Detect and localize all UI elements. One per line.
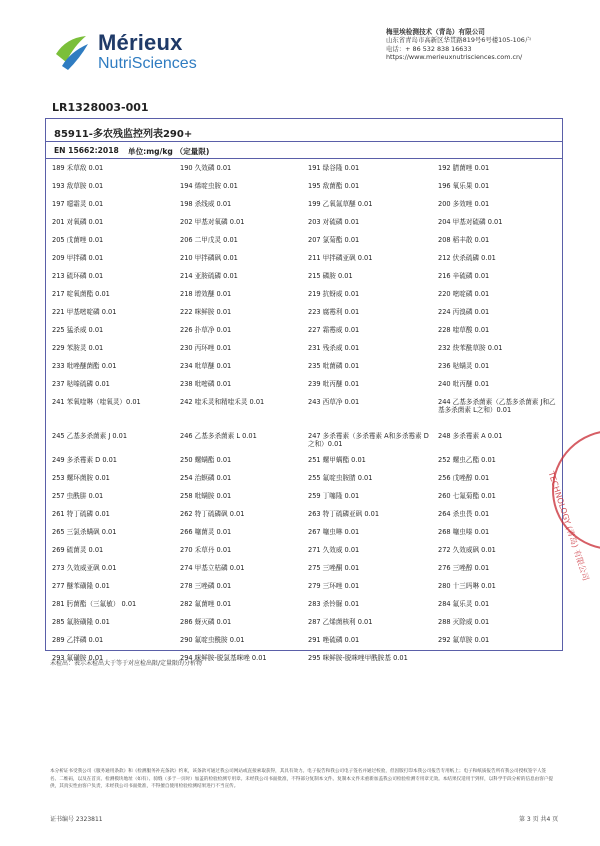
analyte-cell: 263 特丁硫磷亚砜 0.01	[308, 510, 380, 518]
analyte-cell: 288 灭除威 0.01	[438, 618, 490, 626]
analyte-cell: 276 三唑醇 0.01	[438, 564, 490, 572]
analyte-cell: 266 噻菌灵 0.01	[180, 528, 232, 536]
analyte-cell: 272 久效威砜 0.01	[438, 546, 496, 554]
analyte-cell: 253 螺环菌胺 0.01	[52, 474, 110, 482]
analyte-cell: 269 硫菌灵 0.01	[52, 546, 104, 554]
analyte-cell: 206 二甲戊灵 0.01	[180, 236, 238, 244]
analyte-cell: 284 氟乐灵 0.01	[438, 600, 490, 608]
analyte-cell: 221 甲基嘧啶磷 0.01	[52, 308, 117, 316]
analyte-cell: 265 三氯杀螨砜 0.01	[52, 528, 117, 536]
analyte-cell: 249 多杀霉素 D 0.01	[52, 456, 118, 464]
analyte-cell: 201 对氧磷 0.01	[52, 218, 104, 226]
analyte-cell: 239 吡丙醚 0.01	[308, 380, 360, 388]
analyte-cell: 264 杀虫畏 0.01	[438, 510, 490, 518]
analyte-cell: 237 哒嗪硫磷 0.01	[52, 380, 110, 388]
analyte-cell: 207 氯菊酯 0.01	[308, 236, 360, 244]
analyte-cell: 197 噁霜灵 0.01	[52, 200, 104, 208]
analyte-cell: 226 扑草净 0.01	[180, 326, 232, 334]
company-website[interactable]: https://www.merieuxnutrisciences.com.cn/	[386, 53, 523, 62]
analyte-cell: 262 特丁硫磷砜 0.01	[180, 510, 245, 518]
analyte-cell: 204 甲基对硫磷 0.01	[438, 218, 503, 226]
analyte-cell: 282 氟菌唑 0.01	[180, 600, 232, 608]
company-name: 梅里埃检测技术（青岛）有限公司	[386, 28, 485, 36]
analyte-cell: 247 多杀霉素（多杀霉素 A和多杀霉素 D之和）0.01	[308, 432, 429, 449]
analyte-cell: 275 三唑酮 0.01	[308, 564, 360, 572]
analyte-cell: 270 禾草丹 0.01	[180, 546, 232, 554]
certificate-number: 证书编号 2323811	[50, 816, 103, 823]
analyte-cell: 225 猛杀威 0.01	[52, 326, 104, 334]
analyte-cell: 289 乙拌磷 0.01	[52, 636, 104, 644]
analyte-cell: 219 抗蚜威 0.01	[308, 290, 360, 298]
analyte-cell: 236 哒螨灵 0.01	[438, 362, 490, 370]
analyte-cell: 228 喹草酸 0.01	[438, 326, 490, 334]
company-phone: 电话：+ 86 532 838 16633	[386, 44, 472, 53]
analyte-cell: 241 苯氧喹啉（喹氧灵）0.01	[52, 398, 141, 406]
analyte-cell: 222 咪鲜胺 0.01	[180, 308, 232, 316]
analyte-cell: 216 辛硫磷 0.01	[438, 272, 490, 280]
analyte-cell: 199 乙氧氟草醚 0.01	[308, 200, 373, 208]
analyte-cell: 233 吡唑醚菌酯 0.01	[52, 362, 117, 370]
analyte-cell: 200 多效唑 0.01	[438, 200, 490, 208]
divider	[46, 141, 562, 142]
analyte-cell: 223 腐霉利 0.01	[308, 308, 360, 316]
analyte-cell: 215 磷胺 0.01	[308, 272, 353, 280]
analyte-cell: 205 戊菌唑 0.01	[52, 236, 104, 244]
analyte-cell: 283 杀铃脲 0.01	[308, 600, 360, 608]
company-info	[386, 28, 591, 62]
analyte-cell: 278 三唑磷 0.01	[180, 582, 232, 590]
analyte-cell: 277 醚苯磺隆 0.01	[52, 582, 110, 590]
analyte-cell: 258 吡螨胺 0.01	[180, 492, 232, 500]
analyte-cell: 208 稻丰散 0.01	[438, 236, 490, 244]
analyte-cell: 245 乙基多杀菌素 J 0.01	[52, 432, 128, 440]
brand-name: Mérieux	[98, 30, 183, 55]
analyte-cell: 294 咪鲜胺-脱氯基咪唑 0.01	[180, 654, 267, 662]
analyte-cell: 243 西草净 0.01	[308, 398, 360, 406]
analyte-cell: 252 螺虫乙酯 0.01	[438, 456, 496, 464]
analyte-cell: 273 久效威亚砜 0.01	[52, 564, 117, 572]
analyte-cell: 194 烯啶虫胺 0.01	[180, 182, 238, 190]
analyte-cell: 196 氧乐果 0.01	[438, 182, 490, 190]
analyte-cell: 198 杀线威 0.01	[180, 200, 232, 208]
analyte-cell: 230 丙环唑 0.01	[180, 344, 232, 352]
analyte-cell: 290 氟啶虫酰胺 0.01	[180, 636, 245, 644]
note-text: 未检出：表示未检出大于等于对应检出限/定量限的分析物	[50, 660, 203, 667]
analyte-cell: 295 咪鲜胺-脱咪唑甲酰胺基 0.01	[308, 654, 408, 662]
analyte-cell: 190 久效磷 0.01	[180, 164, 232, 172]
analyte-cell: 271 久效威 0.01	[308, 546, 360, 554]
analyte-cell: 240 吡丙醚 0.01	[438, 380, 490, 388]
analyte-cell: 224 丙溴磷 0.01	[438, 308, 490, 316]
analyte-cell: 220 嘧啶磷 0.01	[438, 290, 490, 298]
analyte-cell: 193 敌草胺 0.01	[52, 182, 104, 190]
unit-label: 单位:mg/kg （定量限)	[128, 147, 210, 156]
analyte-cell: 209 甲拌磷 0.01	[52, 254, 104, 262]
table-title: 85911-多农残监控列表290+	[54, 129, 193, 140]
analyte-cell: 268 噻虫嗪 0.01	[438, 528, 490, 536]
analyte-cell: 261 特丁硫磷 0.01	[52, 510, 110, 518]
page-number: 第 3 页 共4 页	[519, 816, 559, 823]
analyte-cell: 232 炔苯酰草胺 0.01	[438, 344, 503, 352]
analyte-cell: 244 乙基多杀菌素（乙基多杀菌素 J和乙基多杀菌素 L之和）0.01	[438, 398, 556, 415]
analyte-cell: 218 增效醚 0.01	[180, 290, 232, 298]
analyte-cell: 251 螺甲螨酯 0.01	[308, 456, 366, 464]
analyte-cell: 203 对硫磷 0.01	[308, 218, 360, 226]
analyte-cell: 285 氟胺磺隆 0.01	[52, 618, 110, 626]
merieux-leaf-logo-icon	[52, 32, 92, 72]
analyte-cell: 256 戊唑醇 0.01	[438, 474, 490, 482]
analyte-cell: 267 噻虫啉 0.01	[308, 528, 360, 536]
method-standard: EN 15662:2018	[54, 146, 119, 155]
analyte-cell: 212 伏杀硫磷 0.01	[438, 254, 496, 262]
analyte-cell: 257 虫酰肼 0.01	[52, 492, 104, 500]
analyte-cell: 291 唑硫磷 0.01	[308, 636, 360, 644]
analyte-cell: 195 敌菌酯 0.01	[308, 182, 360, 190]
analyte-cell: 274 甲基立枯磷 0.01	[180, 564, 245, 572]
analyte-cell: 227 霜霉威 0.01	[308, 326, 360, 334]
analyte-cell: 242 喹禾灵和精喹禾灵 0.01	[180, 398, 265, 406]
analyte-cell: 210 甲拌磷砜 0.01	[180, 254, 238, 262]
disclaimer-text: 本分析证书受我公司《服务通用条款》和《检测服务补充条款》约束，该条款可通过我公司网站或直接索取获得，其具有效力。电子报告和我公司电子签名并通过校验，但因版打印本我公司报告专用纸上；电子和纸质报告所有我公司授权签字人签名、二维码，以及在首页、检测模块地址（如有）、骑缝（多于一页时）加盖的检验检测专用章。未经我公司书面批准，不得部分复制本文件。复制本文件未重新加盖我公司检验检测专用章无效。本结果仅适用于到样，以科学手段分析的信息由客户提供，其真实性由客户负责，未经我公司书面批准，不得擅自使用检验检测结果进行不当宣传。	[50, 769, 554, 790]
analyte-cell: 255 氟啶虫胺腈 0.01	[308, 474, 373, 482]
analyte-cell: 248 多杀霉素 A 0.01	[438, 432, 503, 440]
analyte-cell: 292 氟草胺 0.01	[438, 636, 490, 644]
analyte-cell: 279 三环唑 0.01	[308, 582, 360, 590]
company-address: 山东省青岛市高新区华贯路819号6号楼105-106户	[386, 36, 532, 45]
analyte-cell: 250 螺螨酯 0.01	[180, 456, 232, 464]
analyte-cell: 260 七氟菊酯 0.01	[438, 492, 496, 500]
analyte-cell: 235 吡菌磷 0.01	[308, 362, 360, 370]
analyte-cell: 238 吡嘧磷 0.01	[180, 380, 232, 388]
brand-subname: NutriSciences	[98, 55, 197, 72]
stamp-text: TECHNOLOGY (青岛) 有限公司	[546, 470, 591, 582]
analyte-cell: 189 禾草敌 0.01	[52, 164, 104, 172]
analyte-cell: 192 腈菌唑 0.01	[438, 164, 490, 172]
analyte-cell: 246 乙基多杀菌素 L 0.01	[180, 432, 257, 440]
analyte-cell: 214 亚胺硫磷 0.01	[180, 272, 238, 280]
analyte-cell: 286 蚜灭磷 0.01	[180, 618, 232, 626]
analyte-cell: 280 十三吗啉 0.01	[438, 582, 496, 590]
analyte-cell: 213 硫环磷 0.01	[52, 272, 104, 280]
analyte-cell: 191 绿谷隆 0.01	[308, 164, 360, 172]
analyte-cell: 287 乙烯菌核利 0.01	[308, 618, 373, 626]
analyte-cell: 281 肟菌酯（三氟敏） 0.01	[52, 600, 137, 608]
analyte-table	[45, 118, 563, 662]
analyte-cell: 293 氟磺胺 0.01	[52, 654, 104, 662]
analyte-cell: 254 治螟磷 0.01	[180, 474, 232, 482]
divider	[46, 158, 562, 159]
analyte-cell: 259 丁噻隆 0.01	[308, 492, 360, 500]
analyte-cell: 234 吡草醚 0.01	[180, 362, 232, 370]
analyte-cell: 217 啶氧菌酯 0.01	[52, 290, 110, 298]
analyte-cell: 211 甲拌磷亚砜 0.01	[308, 254, 373, 262]
analyte-cell: 202 甲基对氧磷 0.01	[180, 218, 245, 226]
analyte-cell: 229 苯胺灵 0.01	[52, 344, 104, 352]
analyte-cell: 231 残杀威 0.01	[308, 344, 360, 352]
report-number: LR1328003-001	[52, 101, 149, 114]
